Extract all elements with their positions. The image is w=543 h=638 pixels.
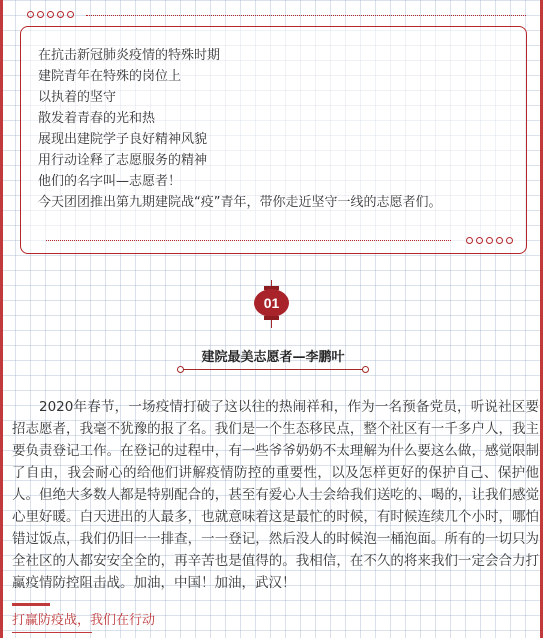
- footer-label: 打赢防疫战，我们在行动: [12, 613, 156, 628]
- intro-line: 散发着青春的光和热: [38, 111, 156, 126]
- body-paragraph-block: [12, 396, 539, 594]
- lantern-tassel: [271, 320, 272, 328]
- section-title: 建院最美志愿者—李鹏叶: [201, 350, 345, 365]
- top-decoration-dots: [27, 11, 74, 18]
- bottom-dotted-line: [46, 240, 451, 241]
- intro-line: 今天团团推出第九期建院战“疫”青年，带你走近坚守一线的志愿者们。: [38, 195, 442, 210]
- top-dotted-line: [86, 15, 526, 16]
- title-underline: [182, 369, 364, 370]
- title-left-dot: [177, 366, 184, 373]
- body-paragraph: 2020年春节，一场疫情打破了这以往的热闹祥和，作为一名预备党员，听说社区要招志愿者，我毫不犹豫的报了名。我们是一个生态移民点，整个社区有一千多户人，我主要负责登记工作。在登记的过程中，有一些爷爷奶奶不太理解为什么要这么做，感觉限制了自由，我会耐心的给他们讲解疫情防控的重要性，以及怎样更好的保护自己、保护他人。但绝大多数人都是特别配合的，甚至有爱心人士会给我们送吃的、喝的，让我们感觉心里好暖。白天进出的人最多，也就意味着这是最忙的时候，有时候连续几个小时，哪怕错过饭点，我们仍旧一一排查，一一登记，然后没人的时候泡一桶泡面。所有的一切只为全社区的人都安安全全的，再辛苦也是值得的。我相信，在不久的将来我们一定会合力打赢疫情防控阻击战。加油，中国！加油，武汉！: [12, 399, 539, 591]
- section-title-block: [177, 349, 369, 371]
- intro-card: [20, 26, 527, 254]
- bottom-decoration-dots: [466, 237, 513, 244]
- intro-line: 建院青年在特殊的岗位上: [38, 69, 182, 84]
- section-number-lantern-icon: [254, 289, 289, 317]
- intro-line: 在抗击新冠肺炎疫情的特殊时期: [38, 48, 221, 63]
- section-number: 01: [263, 295, 280, 311]
- left-border: [0, 0, 3, 638]
- intro-line: 他们的名字叫—志愿者！: [38, 174, 182, 189]
- intro-line: 以执着的坚守: [38, 90, 117, 105]
- intro-line: 展现出建院学子良好精神风貌: [38, 132, 208, 147]
- footer-underline: [12, 632, 92, 633]
- intro-line: 用行动诠释了志愿服务的精神: [38, 153, 208, 168]
- title-right-dot: [362, 366, 369, 373]
- intro-text: [38, 45, 508, 213]
- footer-accent-bar: [12, 603, 50, 606]
